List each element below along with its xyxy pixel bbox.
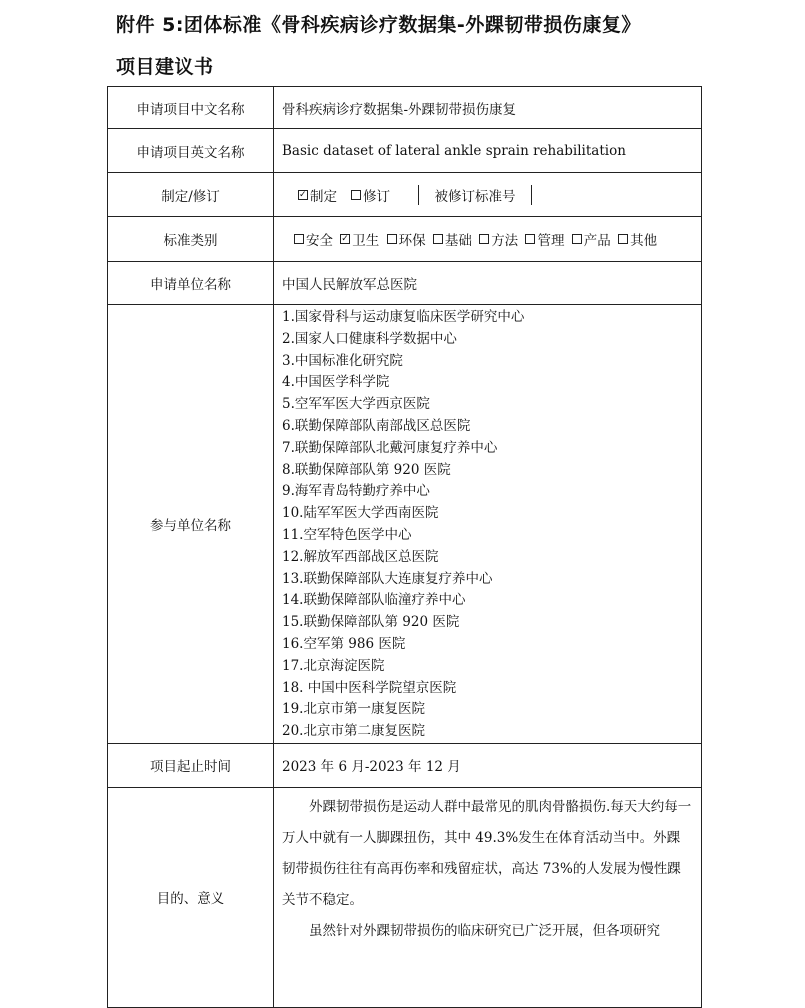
purpose-paragraph: 虽然针对外踝韧带损伤的临床研究已广泛开展，但各项研究 [309,922,660,939]
option-formulate[interactable]: ✓ 制定 [298,185,337,205]
checkbox-checked-icon[interactable] [340,234,350,244]
purpose-label: 目的、意义 [108,787,274,1007]
category-label: 标准类别 [108,217,274,262]
en-name-label: 申请项目英文名称 [108,129,274,173]
list-item: 9.海军青岛特勤疗养中心 [282,483,430,500]
checkbox-icon[interactable] [351,190,361,200]
revision-options [274,185,418,205]
period-label: 项目起止时间 [108,743,274,787]
option-basic[interactable]: 基础 [433,229,472,249]
revision-label: 制定/修订 [108,173,274,217]
list-item: 7.联勤保障部队北戴河康复疗养中心 [282,439,498,456]
document-title: 附件 5:团体标准《骨科疾病诊疗数据集-外踝韧带损伤康复》 [116,14,641,36]
option-safety[interactable]: 安全 [294,229,333,249]
checkbox-icon[interactable] [525,234,535,244]
list-item: 5.空军军医大学西京医院 [282,396,430,413]
option-management[interactable]: 管理 [525,229,564,249]
option-method[interactable]: 方法 [479,229,518,249]
row-period [108,743,702,787]
cn-name-label: 申请项目中文名称 [108,87,274,129]
checkbox-icon[interactable] [572,234,582,244]
participants-cell [274,305,702,744]
list-item: 1.国家骨科与运动康复临床医学研究中心 [282,309,525,325]
checkbox-icon[interactable] [294,234,304,244]
document-subtitle: 项目建议书 [116,56,214,78]
option-revise[interactable]: 修订 [351,185,390,205]
period-value: 2023 年 6 月-2023 年 12 月 [274,743,702,787]
checkbox-icon[interactable] [618,234,628,244]
cn-name-value: 骨科疾病诊疗数据集-外踝韧带损伤康复 [274,87,702,129]
participants-label: 参与单位名称 [108,305,274,744]
checkbox-icon[interactable] [433,234,443,244]
purpose-text [274,787,702,1007]
revised-std-value[interactable] [531,185,701,205]
list-item: 16.空军第 986 医院 [282,635,406,652]
list-item: 15.联勤保障部队第 920 医院 [282,614,460,631]
row-en-name [108,129,702,173]
list-item: 2.国家人口健康科学数据中心 [282,330,457,347]
row-cn-name [108,87,702,129]
category-options [274,217,702,262]
option-other[interactable]: 其他 [618,229,657,249]
row-participants [108,305,702,744]
proposal-table [107,86,702,1008]
option-product[interactable]: 产品 [572,229,611,249]
revised-std-label: 被修订标准号 [418,185,531,205]
checkbox-icon[interactable] [479,234,489,244]
checkbox-icon[interactable] [387,234,397,244]
list-item: 12.解放军西部战区总医院 [282,548,439,565]
en-name-value: Basic dataset of lateral ankle sprain rehabilitation [274,129,702,173]
list-item: 19.北京市第一康复医院 [282,701,425,718]
list-item: 10.陆军军医大学西南医院 [282,505,439,522]
list-item: 11.空军特色医学中心 [282,526,412,543]
list-item: 3.中国标准化研究院 [282,352,403,369]
applicant-label: 申请单位名称 [108,262,274,305]
list-item: 18. 中国中医科学院望京医院 [282,679,457,696]
list-item: 4.中国医学科学院 [282,374,390,391]
list-item: 8.联勤保障部队第 920 医院 [282,461,451,478]
revision-cell [274,173,702,217]
purpose-paragraph: 外踝韧带损伤是运动人群中最常见的肌肉骨骼损伤.每天大约每一万人中就有一人脚踝扭伤，其中 49.3%发生在体育活动当中。外踝韧带损伤往往有高再伤率和残留症状，高达 73%的人发展为慢性踝关节不稳定。 [282,798,692,908]
row-purpose [108,787,702,1007]
applicant-value: 中国人民解放军总医院 [274,262,702,305]
option-environment[interactable]: 环保 [387,229,426,249]
row-category [108,217,702,262]
list-item: 6.联勤保障部队南部战区总医院 [282,417,471,434]
list-item: 17.北京海淀医院 [282,657,385,674]
list-item: 20.北京市第二康复医院 [282,723,425,740]
row-revision [108,173,702,217]
checkbox-checked-icon[interactable] [298,190,308,200]
option-hygiene[interactable]: ✓ 卫生 [340,229,379,249]
list-item: 14.联勤保障部队临潼疗养中心 [282,592,466,609]
participants-list [274,305,701,743]
list-item: 13.联勤保障部队大连康复疗养中心 [282,570,493,587]
row-applicant [108,262,702,305]
